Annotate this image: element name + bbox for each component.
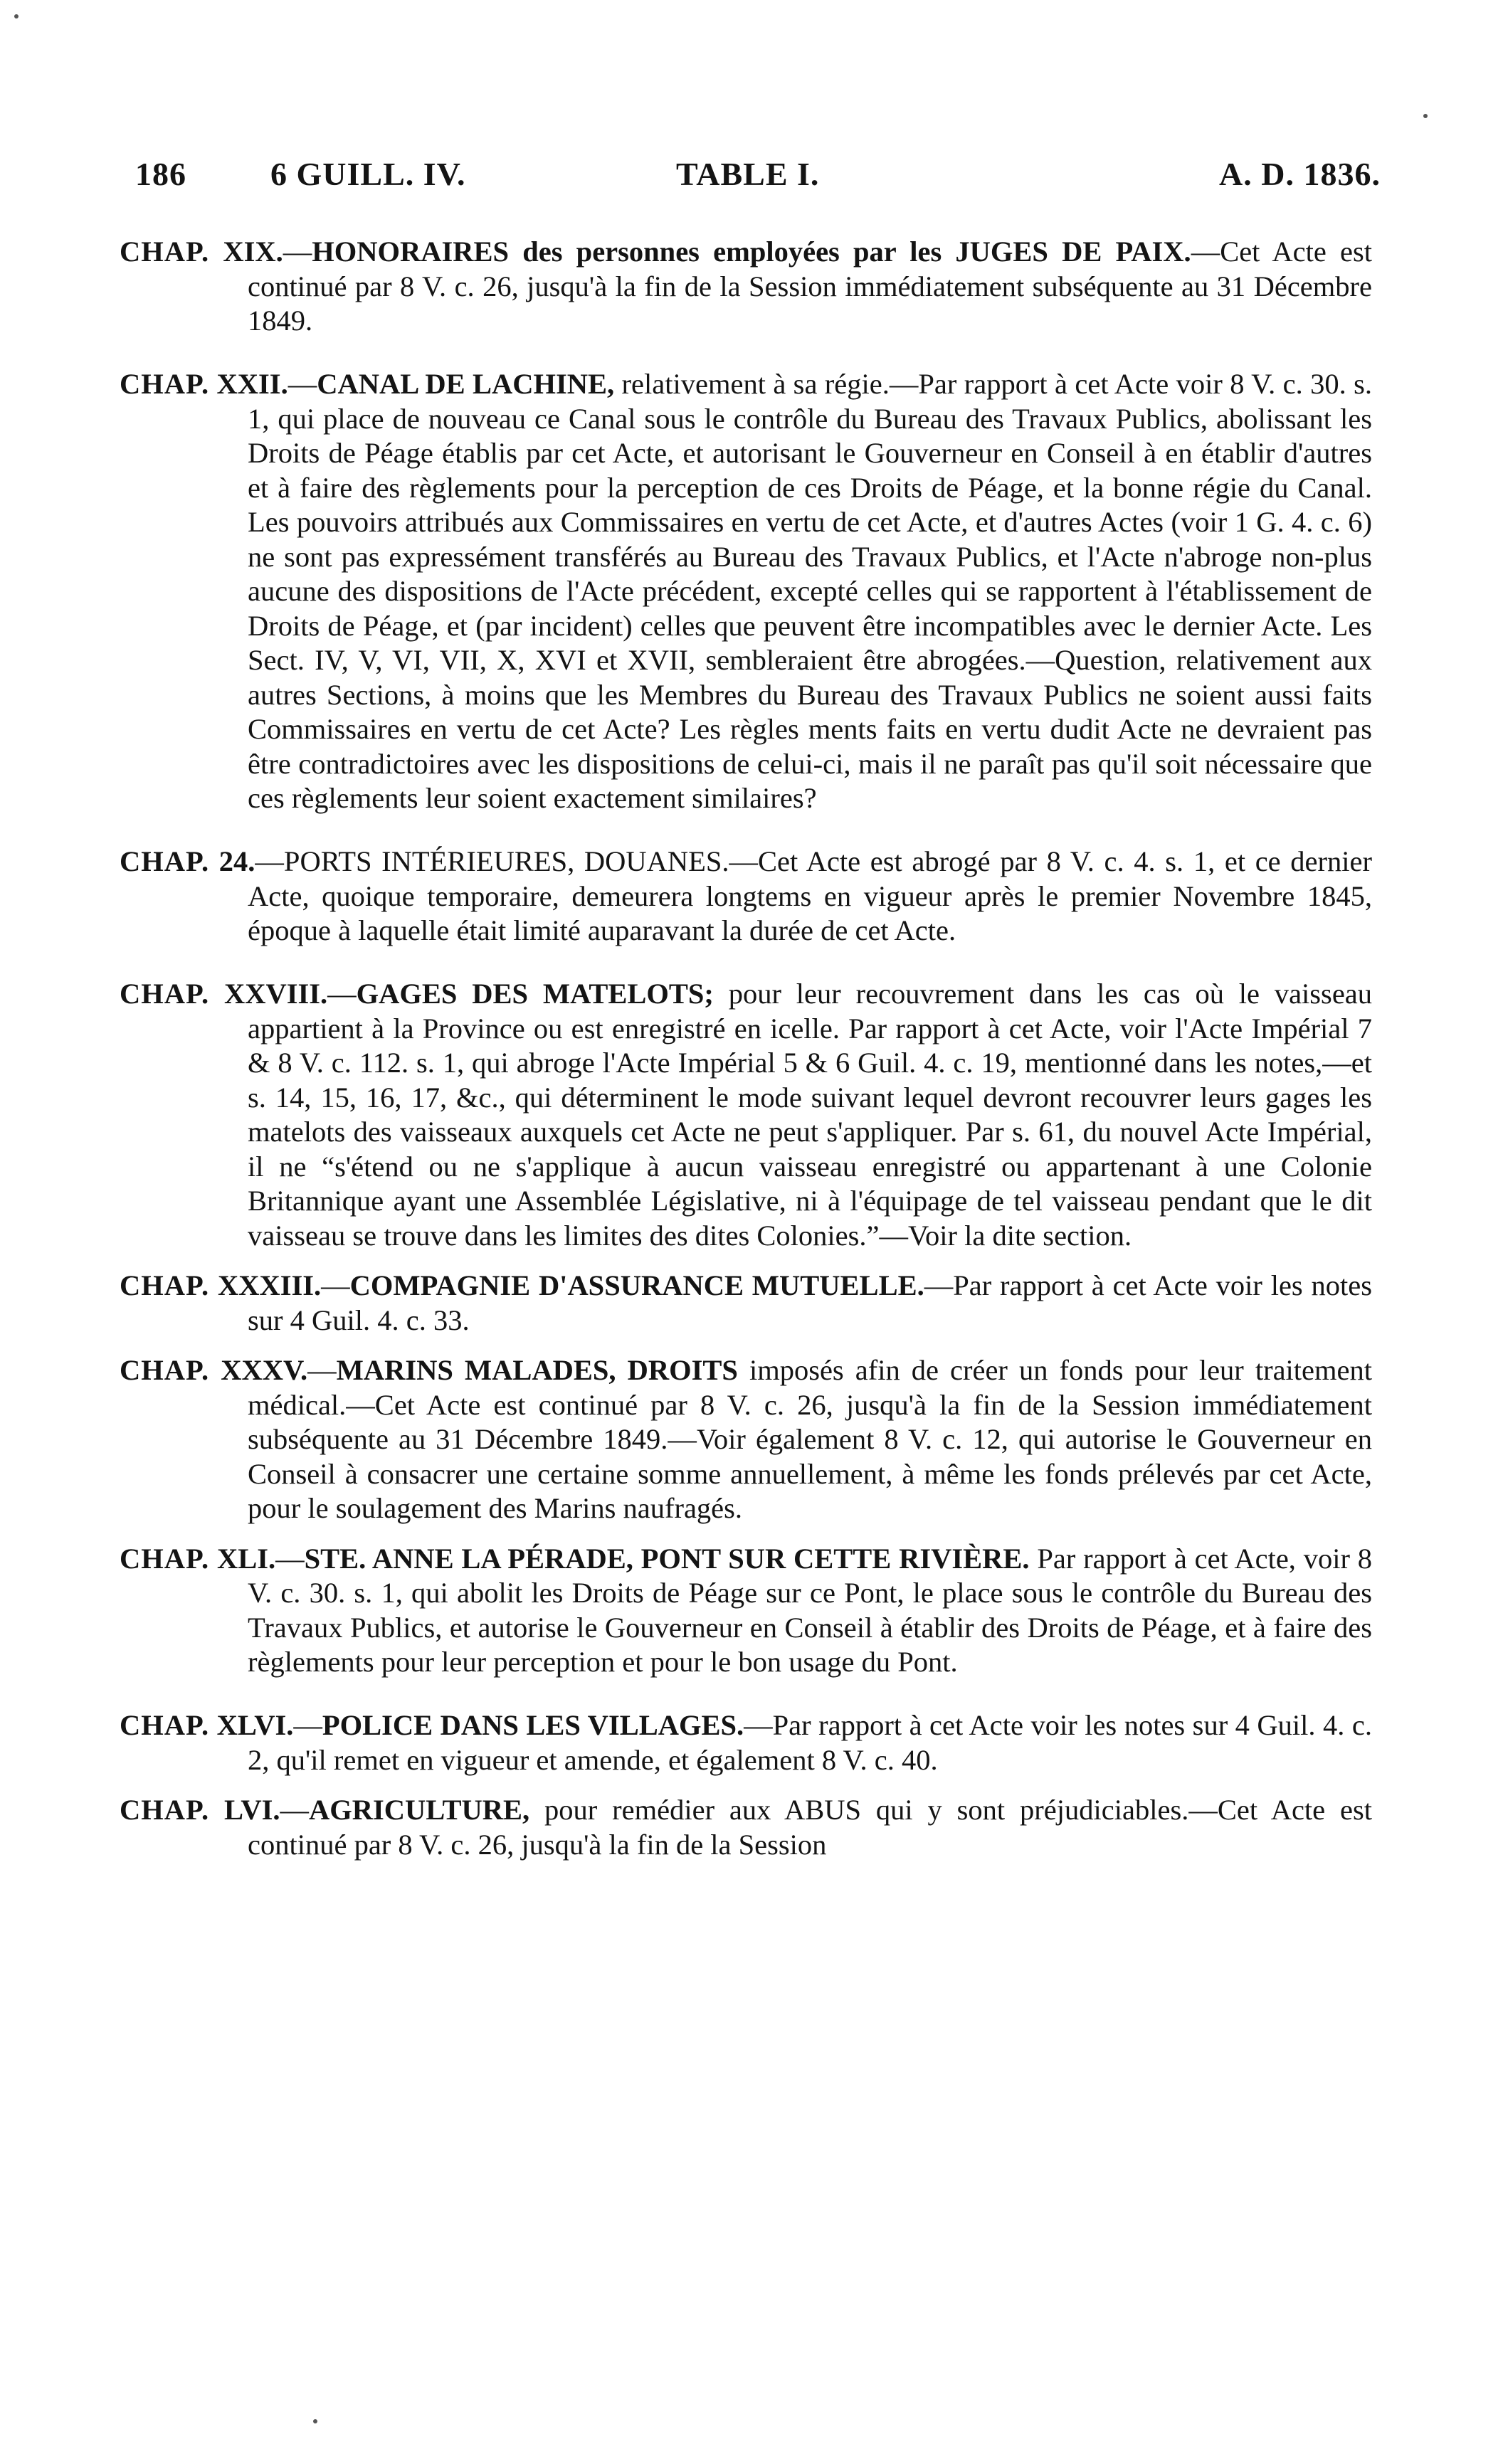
chapter-text: pour leur recouvrement dans les cas où le vaisseau appartient à la Province ou est enregistré en icelle. Par rapport à cet Acte, voir l'Acte Impérial 7 & 8 V. c. 112. s. 1, qui abroge l'Acte Impérial 5 & 6 Guil. 4. c. 19, mentionné dans les notes,—et s. 14, 15, 16, 17, &c., qui déterminent le mode suivant lequel devront recouvrer leurs gages les matelots des vaisseaux auxquels cet Acte ne peut s'appliquer. Par s. 61, du nouvel Acte Impérial, il ne “s'étend ou ne s'applique à aucun vaisseau enregistré ou appartenant à une Colonie Britannique ayant une Assemblée Législative, ni à l'équipage de tel vaisseau pendant que le dit vaisseau se trouve dans les limites des dites Colonies.”—Voir la dite section. xyxy=(248,978,1373,1252)
chapter-label: CHAP. xyxy=(120,368,210,400)
chapter-number: LVI. xyxy=(224,1794,280,1826)
chapter-number: XXVIII. xyxy=(223,978,328,1010)
scan-speck xyxy=(14,14,19,18)
chapter-text: Par rapport à cet Acte voir les notes sur 4 Guil. 4. c. 2, qu'il remet en vigueur et amende, et également 8 V. c. 40. xyxy=(248,1709,1373,1776)
table-title: TABLE I. xyxy=(676,156,820,192)
page-number: 186 xyxy=(135,156,186,192)
chapter-heading: AGRICULTURE, xyxy=(308,1794,530,1826)
chapter-heading: GAGES DES MATELOTS; xyxy=(356,978,714,1010)
chapter-text: relativement à sa régie.—Par rapport à cet Acte voir 8 V. c. 30. s. 1, qui place de nouveau ce Canal sous le contrôle du Bureau des Travaux Publics, abolissant les Droits de Péage établis par cet Acte, et autorisant le Gouverneur en Conseil à en établir d'autres et à faire des règlements pour la perception de ces Droits de Péage, et la bonne régie du Canal. Les pouvoirs attribués aux Commissaires en vertu de cet Acte, et d'autres Actes (voir 1 G. 4. c. 6) ne sont pas expressément transférés au Bureau des Travaux Publics, et l'Acte n'abroge non-plus aucune des dispositions de l'Acte précédent, excepté celles qui se rapportent à l'établissement de Droits de Péage, et (par incident) celles que peuvent être incompatibles avec le dernier Acte. Les Sect. IV, V, VI, VII, X, XVI et XVII, sembleraient être abrogées.—Question, relativement aux autres Sections, à moins que les Membres du Bureau des Travaux Publics ne soient aussi faits Commissaires en vertu de cet Acte? Les règles ments faits en vertu dudit Acte ne devraient pas être contradictoires avec les dispositions de celui-ci, mais il ne paraît pas qu'il soit nécessaire que ces règlements leur soient exactement similaires? xyxy=(248,368,1373,814)
chapter-entry-xxii: CHAP. XXII.—CANAL DE LACHINE, relativement à sa régie.—Par rapport à cet Acte voir 8 V. c. 30. s. 1, qui place de nouveau ce Canal sous le contrôle du Bureau des Travaux Publics, abolissant les Droits de Péage établis par cet Acte, et autorisant le Gouverneur en Conseil à en établir d'autres et à faire des règlements pour la perception de ces Droits de Péage, et la bonne régie du Canal. Les pouvoirs attribués aux Commissaires en vertu de cet Acte, et d'autres Actes (voir 1 G. 4. c. 6) ne sont pas expressément transférés au Bureau des Travaux Publics, et l'Acte n'abroge non-plus aucune des dispositions de l'Acte précédent, excepté celles qui se rapportent à l'établissement de Droits de Péage, et (par incident) celles que peuvent être incompatibles avec le dernier Acte. Les Sect. IV, V, VI, VII, X, XVI et XVII, sembleraient être abrogées.—Question, relativement aux autres Sections, à moins que les Membres du Bureau des Travaux Publics ne soient aussi faits Commissaires en vertu de cet Acte? Les règles ments faits en vertu dudit Acte ne devraient pas être contradictoires avec les dispositions de celui-ci, mais il ne paraît pas qu'il soit nécessaire que ces règlements leur soient exactement similaires? xyxy=(120,368,1373,814)
chapter-heading: STE. ANNE LA PÉRADE, PONT SUR CETTE RIVIÈRE. xyxy=(304,1542,1030,1575)
scan-speck xyxy=(313,2419,317,2423)
chapter-number: XXXV. xyxy=(221,1354,308,1386)
chapter-entry-xlvi: CHAP. XLVI.—POLICE DANS LES VILLAGES.—Par rapport à cet Acte voir les notes sur 4 Guil. 4. c. 2, qu'il remet en vigueur et amende, et également 8 V. c. 40. xyxy=(120,1709,1373,1776)
chapter-text: imposés afin de créer un fonds pour leur traitement médical.—Cet Acte est continué par 8 V. c. 26, jusqu'à la fin de la Session immédiatement subséquente au 31 Décembre 1849.—Voir également 8 V. c. 12, qui autorise le Gouverneur en Conseil à consacrer une certaine somme annuellement, à même les fonds prélevés par cet Acte, pour le soulagement des Marins naufragés. xyxy=(248,1354,1372,1524)
chapter-number: XLI. xyxy=(216,1542,276,1575)
chapter-number: XLVI. xyxy=(216,1709,294,1741)
chapter-heading: HONORAIRES des personnes employées par les JUGES DE PAIX. xyxy=(312,236,1191,268)
chapter-label: CHAP. xyxy=(120,845,210,877)
page-header xyxy=(135,155,1381,205)
chapter-heading: COMPAGNIE D'ASSURANCE MUTUELLE. xyxy=(349,1269,924,1301)
chapter-entry-24: CHAP. 24.—PORTS INTÉRIEURES, DOUANES.—Cet Acte est abrogé par 8 V. c. 4. s. 1, et ce dernier Acte, quoique temporaire, demeurera longtems en vigueur après le premier Novembre 1845, époque à laquelle était limité auparavant la durée de cet Acte. xyxy=(120,845,1372,946)
regnal-year: 6 GUILL. IV. xyxy=(270,156,466,192)
chapter-text: Par rapport à cet Acte, voir 8 V. c. 30. s. 1, qui abolit les Droits de Péage sur ce Pont, le place sous le contrôle du Bureau des Travaux Publics, et autorise le Gouverneur en Conseil à établir des Droits de Péage, et à faire des règlements pour leur perception et pour le bon usage du Pont. xyxy=(248,1542,1373,1678)
scan-speck xyxy=(1423,114,1428,118)
chapter-heading: PORTS INTÉRIEURES, DOUANES. xyxy=(283,845,729,877)
chapter-label: CHAP. xyxy=(120,1794,210,1826)
chapter-heading: MARINS MALADES, DROITS xyxy=(336,1354,738,1386)
chapter-text: Cet Acte est continué par 8 V. c. 26, jusqu'à la fin de la Session immédiatement subséquente au 31 Décembre 1849. xyxy=(248,236,1373,337)
chapter-number: XXII. xyxy=(216,368,288,400)
chapter-heading: POLICE DANS LES VILLAGES. xyxy=(322,1709,744,1741)
chapter-entry-xix: CHAP. XIX.—HONORAIRES des personnes employées par les JUGES DE PAIX.—Cet Acte est continué par 8 V. c. 26, jusqu'à la fin de la Session immédiatement subséquente au 31 Décembre 1849. xyxy=(120,236,1373,337)
chapter-label: CHAP. xyxy=(120,1709,210,1741)
chapter-label: CHAP. xyxy=(120,1354,210,1386)
chapter-entry-xxxiii: CHAP. XXXIII.—COMPAGNIE D'ASSURANCE MUTUELLE.—Par rapport à cet Acte voir les notes sur 4 Guil. 4. c. 33. xyxy=(120,1269,1372,1336)
page-year: A. D. 1836. xyxy=(1219,156,1381,192)
chapter-number: 24. xyxy=(218,845,255,877)
chapter-label: CHAP. xyxy=(120,1542,210,1575)
chapter-text: Cet Acte est abrogé par 8 V. c. 4. s. 1, et ce dernier Acte, quoique temporaire, demeurera longtems en vigueur après le premier Novembre 1845, époque à laquelle était limité auparavant la durée de cet Acte. xyxy=(248,845,1372,946)
chapter-label: CHAP. xyxy=(120,236,210,268)
chapter-heading: CANAL DE LACHINE, xyxy=(317,368,615,400)
chapter-number: XXXIII. xyxy=(217,1269,322,1301)
chapter-text: Par rapport à cet Acte voir les notes sur 4 Guil. 4. c. 33. xyxy=(248,1269,1372,1336)
chapter-entry-lvi: CHAP. LVI.—AGRICULTURE, pour remédier aux ABUS qui y sont préjudiciables.—Cet Acte est continué par 8 V. c. 26, jusqu'à la fin de la Session xyxy=(120,1794,1373,1861)
chapter-number: XIX. xyxy=(223,236,283,268)
chapter-text: pour remédier aux ABUS qui y sont préjudiciables.—Cet Acte est continué par 8 V. c. 26, jusqu'à la fin de la Session xyxy=(248,1794,1373,1861)
chapter-label: CHAP. xyxy=(120,978,210,1010)
chapter-entries xyxy=(120,235,1372,1863)
chapter-label: CHAP. xyxy=(120,1269,210,1301)
chapter-entry-xxviii: CHAP. XXVIII.—GAGES DES MATELOTS; pour leur recouvrement dans les cas où le vaisseau appartient à la Province ou est enregistré en icelle. Par rapport à cet Acte, voir l'Acte Impérial 7 & 8 V. c. 112. s. 1, qui abroge l'Acte Impérial 5 & 6 Guil. 4. c. 19, mentionné dans les notes,—et s. 14, 15, 16, 17, &c., qui déterminent le mode suivant lequel devront recouvrer leurs gages les matelots des vaisseaux auxquels cet Acte ne peut s'appliquer. Par s. 61, du nouvel Acte Impérial, il ne “s'étend ou ne s'applique à aucun vaisseau enregistré ou appartenant à une Colonie Britannique ayant une Assemblée Législative, ni à l'équipage de tel vaisseau pendant que le dit vaisseau se trouve dans les limites des dites Colonies.”—Voir la dite section. xyxy=(120,978,1373,1252)
chapter-entry-xxxv: CHAP. XXXV.—MARINS MALADES, DROITS imposés afin de créer un fonds pour leur traitement médical.—Cet Acte est continué par 8 V. c. 26, jusqu'à la fin de la Session immédiatement subséquente au 31 Décembre 1849.—Voir également 8 V. c. 12, qui autorise le Gouverneur en Conseil à consacrer une certaine somme annuellement, à même les fonds prélevés par cet Acte, pour le soulagement des Marins naufragés. xyxy=(120,1354,1372,1524)
chapter-entry-xli: CHAP. XLI.—STE. ANNE LA PÉRADE, PONT SUR CETTE RIVIÈRE. Par rapport à cet Acte, voir 8 V. c. 30. s. 1, qui abolit les Droits de Péage sur ce Pont, le place sous le contrôle du Bureau des Travaux Publics, et autorise le Gouverneur en Conseil à établir des Droits de Péage, et à faire des règlements pour leur perception et pour le bon usage du Pont. xyxy=(120,1542,1373,1678)
